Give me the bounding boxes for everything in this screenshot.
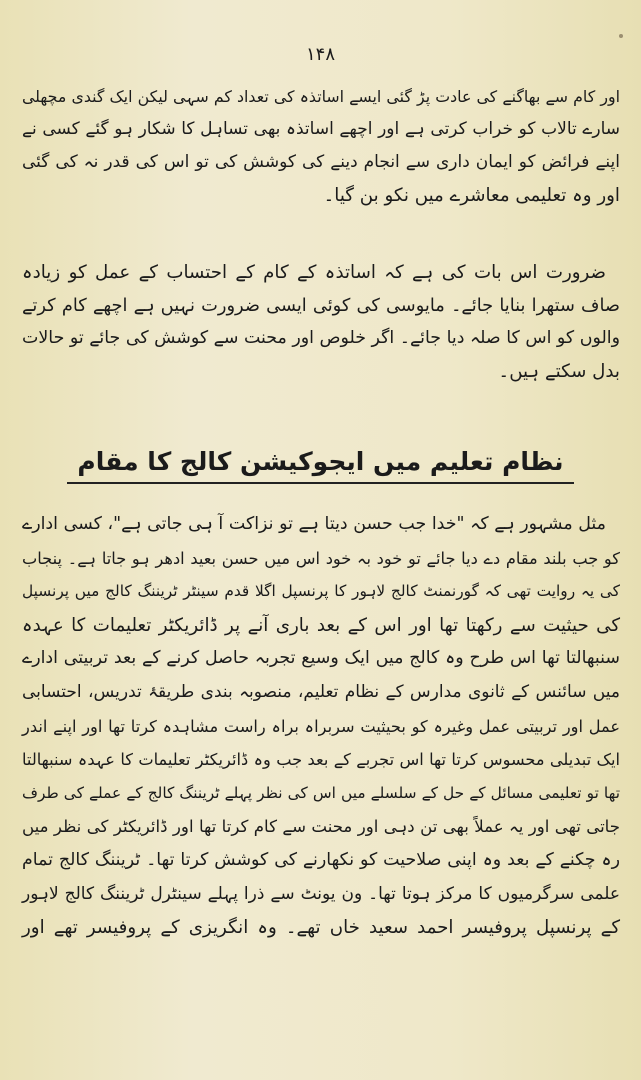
text-line: بدل سکتے ہیں۔ <box>498 361 620 382</box>
text-line: میں سائنس کے ثانوی مدارس کے نظام تعلیم، منصوبہ بندی طریقۂ تدریس، احتسابی <box>22 681 620 702</box>
page-speck <box>619 34 623 38</box>
section-heading: نظام تعلیم میں ایجوکیشن کالج کا مقام <box>67 444 573 484</box>
text-line: کے پرنسپل پروفیسر احمد سعید خاں تھے۔ وہ انگریزی کے پروفیسر تھے اور <box>22 917 620 939</box>
text-line: تھا تو تعلیمی مسائل کے حل کے سلسلے میں اس کی نظر پہلے ٹریننگ کالج کے عملے کی طرف <box>22 783 620 802</box>
text-line: کو جب بلند مقام دے دیا جائے تو خود بہ خود اس میں حسن بعید ادھر ہو جاتا ہے۔ پنجاب <box>22 548 620 568</box>
text-line: اور وہ تعلیمی معاشرے میں نکو بن گیا۔ <box>323 185 620 206</box>
text-line: مثل مشہور ہے کہ "خدا جب حسن دیتا ہے تو نزاکت آ ہی جاتی ہے"، کسی ادارے <box>22 514 606 534</box>
paragraph-2 <box>22 256 620 388</box>
text-line: اپنے فرائض کو ایمان داری سے انجام دینے کی کوشش کی تو اس کی قدر نہ کی گئی <box>22 152 620 172</box>
text-line: علمی سرگرمیوں کا مرکز ہوتا تھا۔ ون یونٹ سے ذرا پہلے سینٹرل ٹریننگ کالج لاہور <box>22 883 620 904</box>
paragraph-1 <box>22 80 620 212</box>
text-line: صاف ستھرا بنایا جائے۔ مایوسی کی کوئی ایسی ضرورت نہیں ہے اچھے کام کرتے <box>22 295 620 316</box>
text-line: اور کام سے بھاگنے کی عادت پڑ گئی ایسے اساتذہ کی تعداد کم سہی لیکن ایک گندی مچھلی <box>22 87 620 106</box>
section-heading-wrap <box>0 444 641 484</box>
section-body <box>22 508 620 945</box>
text-line: سنبھالتا تھا اس طرح وہ کالج میں ایک وسیع تجربہ حاصل کرنے کے بعد تربیتی ادارے <box>22 648 620 669</box>
text-line: کی یہ روایت تھی کہ گورنمنٹ کالج لاہور کا پرنسپل اگلا قدم سینٹر ٹریننگ کالج میں پرنسپل <box>22 582 620 601</box>
text-line: عمل اور تربیتی عمل وغیرہ کو بحیثیت سربراہ براہ راست مشاہدہ کرتا تھا اور اپنے اندر <box>22 716 620 736</box>
text-line: ایک تبدیلی محسوس کرتا تھا اس تجربے کے بعد جب وہ ڈائریکٹر تعلیمات کا عہدہ سنبھالتا <box>22 750 620 770</box>
text-line: رہ چکنے کے بعد وہ اپنی صلاحیت کو نکھارنے کی کوشش کرتا تھا۔ ٹریننگ کالج تمام <box>22 849 620 870</box>
text-line: ضرورت اس بات کی ہے کہ اساتذہ کے کام کے احتساب کے عمل کو زیادہ <box>22 262 606 283</box>
text-line: والوں کو اس کا صلہ دیا جائے۔ اگر خلوص اور محنت سے کوشش کی جائے تو حالات <box>22 328 620 348</box>
text-line: سارے تالاب کو خراب کرتی ہے اور اچھے اساتذہ بھی تساہل کا شکار ہو گئے کسی نے <box>22 119 620 139</box>
text-line: جاتی تھی اور یہ عملاً بھی تن دہی اور محنت سے کام کرتا تھا اور ڈائریکٹر کی نظر میں <box>22 817 620 837</box>
text-line: کی حیثیت سے رکھتا تھا اور اس کے بعد باری آنے پر ڈائریکٹر تعلیمات کا عہدہ <box>22 614 620 636</box>
page-number: ۱۴۸ <box>305 44 335 65</box>
